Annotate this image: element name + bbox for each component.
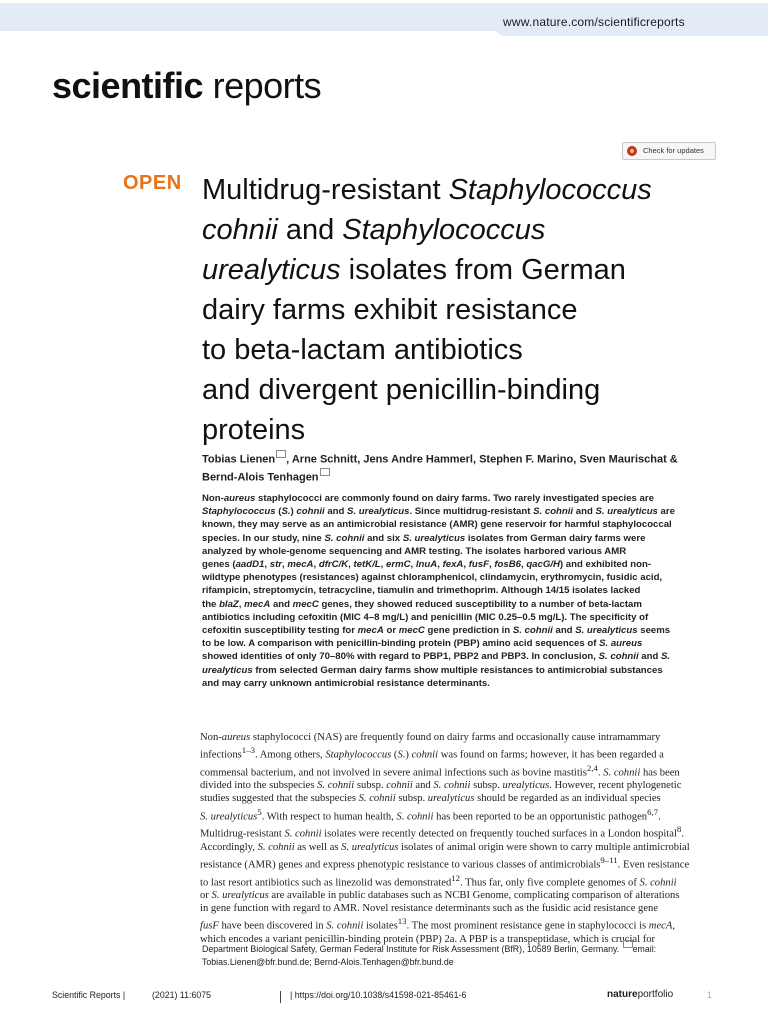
body-text (200, 731, 720, 946)
journal-logo-light: reports (212, 65, 322, 106)
open-access-badge: OPEN (123, 172, 182, 194)
publisher-logo-bold: nature (607, 989, 638, 1000)
page-number: 1 (707, 990, 712, 1000)
footer-journal: Scientific Reports | (52, 990, 126, 1000)
footer-divider (280, 991, 281, 1003)
check-for-updates-label: Check for updates (643, 146, 704, 155)
abstract-line: showed identities of only 70–80% with regard to PBP1, PBP2 and PBP3. In conclusion, S. cohnii and S. (202, 651, 671, 663)
body-line: studies suggested that the subspecies S. cohnii subsp. urealyticus should be regarded as an individual species (200, 793, 661, 805)
journal-logo[interactable] (52, 66, 321, 106)
abstract (202, 492, 722, 690)
affiliation-line: Tobias.Lienen@bfr.bund.de; Bernd-Alois.Tenhagen@bfr.bund.de (202, 956, 454, 967)
abstract-line: antibiotics including cefoxitin (MIC 4–8 mg/L) and penicillin (MIC 0.25–0.5 mg/L). The specificity of (202, 611, 649, 623)
abstract-line: species. In our study, nine S. cohnii and six S. urealyticus isolates from German dairy farms were (202, 532, 646, 544)
email-envelope-icon[interactable] (320, 468, 330, 476)
body-line: which encodes a variant penicillin-binding protein (PBP) 2a. A PBP is a transpeptidase, which is crucial for (200, 933, 656, 945)
body-line: infections$^{1-3}$. Among others, Staphylococcus (S.) cohnii was found on farms; however, it has been regarded a (200, 745, 664, 761)
check-for-updates-button[interactable] (622, 142, 716, 160)
abstract-line: analyzed by whole-genome sequencing and AMR testing. The isolates harbored various AMR (202, 545, 627, 557)
body-line: commensal bacterium, and not involved in severe animal infections such as bovine mastitis$^{2,4}$. S. cohnii has been (200, 762, 680, 779)
body-line: resistance (AMR) genes and express phenotypic resistance to various classes of antimicrobials$^{9-11}$. Even resistance (200, 854, 690, 871)
title-line: urealyticus isolates from German (202, 254, 626, 286)
body-line: or S. urealyticus are available in public databases such as NCBI Genome, complicating comparison of alterations (200, 890, 680, 902)
email-envelope-icon[interactable] (276, 450, 286, 458)
body-line: fusF have been discovered in S. cohnii isolates$^{13}$. The most prominent resistance gene in staphylococci is mecA, (200, 916, 675, 932)
top-banner (0, 0, 768, 40)
journal-url-link[interactable]: www.nature.com/scientificreports (503, 15, 685, 29)
journal-logo-bold: scientific (52, 65, 204, 106)
abstract-line: rifampicin, streptomycin, tetracycline, tiamulin and trimethoprim. Although 14/15 isolates lacked (202, 585, 641, 597)
abstract-line: urealyticus from selected German dairy farms show multiple resistances to antimicrobial substances (202, 664, 663, 676)
body-line: to last resort antibiotics such as linezolid was demonstrated$^{12}$. Thus far, only five complete genomes of S. cohnii (200, 872, 677, 889)
affiliation (202, 940, 722, 969)
article-title (202, 170, 742, 450)
title-line: proteins (202, 414, 306, 446)
abstract-line: and may carry unknown antimicrobial resistance determinants. (202, 677, 490, 689)
body-line: in gene function with regard to AMR. Novel resistance determinants such as the fusidic acid resistance gene (200, 903, 659, 915)
publisher-logo (607, 989, 673, 1000)
author-line: Tobias Lienen , Arne Schnitt, Jens Andre Hammerl, Stephen F. Marino, Sven Maurischat & (202, 450, 742, 468)
title-line: to beta-lactam antibiotics (202, 334, 523, 366)
crossmark-icon (627, 146, 637, 156)
affiliation-line: Department Biological Safety, German Federal Institute for Risk Assessment (BfR), 10589 Berlin, Germany. email: (202, 940, 722, 956)
abstract-line: cefoxitin susceptibility testing for mecA or mecC gene prediction in S. cohnii and S. urealyticus seems (202, 625, 671, 637)
page-footer (52, 990, 716, 1006)
author-list (202, 450, 742, 485)
publisher-logo-light: portfolio (637, 989, 674, 1000)
body-line: Accordingly, S. cohnii as well as S. urealyticus isolates of animal origin were shown to carry multiple antimicrobial (200, 841, 690, 853)
body-line: divided into the subspecies S. cohnii subsp. cohnii and S. cohnii subsp. urealyticus. However, recent phylogenetic (200, 780, 682, 792)
abstract-line: to be low. A comparison with penicillin-binding protein (PBP) amino acid sequences of S. aureus (202, 638, 643, 650)
abstract-line: the blaZ, mecA and mecC genes, they showed reduced susceptibility to a number of beta-lactam (202, 598, 642, 610)
title-line: Multidrug-resistant Staphylococcus (202, 174, 652, 206)
abstract-line: Non-aureus staphylococci are commonly found on dairy farms. Two rarely investigated species are (202, 493, 654, 504)
footer-volume: (2021) 11:6075 (152, 990, 212, 1000)
title-line: and divergent penicillin-binding (202, 374, 601, 406)
title-line: cohnii and Staphylococcus (202, 214, 546, 246)
abstract-line: wildtype phenotypes (resistances) against chloramphenicol, clindamycin, erythromycin, fusidic acid, (202, 572, 663, 584)
abstract-line: known, they may serve as an antimicrobial resistance (AMR) gene reservoir for harmful staphylococcal (202, 519, 672, 531)
body-line: Multidrug-resistant S. cohnii isolates were recently detected on frequently touched surfaces in a London hospital$^8$. (200, 824, 684, 840)
title-line: dairy farms exhibit resistance (202, 294, 578, 326)
body-line: Non-aureus staphylococci (NAS) are frequently found on dairy farms and occasionally cause intramammary (200, 732, 661, 743)
abstract-line: genes (aadD1, str, mecA, dfrC/K, tetK/L, ermC, lnuA, fexA, fusF, fosB6, qacG/H) and exhibited non- (202, 559, 652, 571)
author-line: Bernd-Alois Tenhagen (202, 468, 742, 486)
abstract-line: Staphylococcus (S.) cohnii and S. urealyticus. Since multidrug-resistant S. cohnii and S. urealyticus are (202, 506, 675, 518)
email-envelope-icon[interactable] (623, 940, 633, 948)
body-line: S. urealyticus$^5$. With respect to human health, S. cohnii has been reported to be an opportunistic pathogen$^{6,7}$. (200, 806, 661, 823)
footer-doi-link[interactable]: | https://doi.org/10.1038/s41598-021-85461-6 (290, 990, 467, 1000)
